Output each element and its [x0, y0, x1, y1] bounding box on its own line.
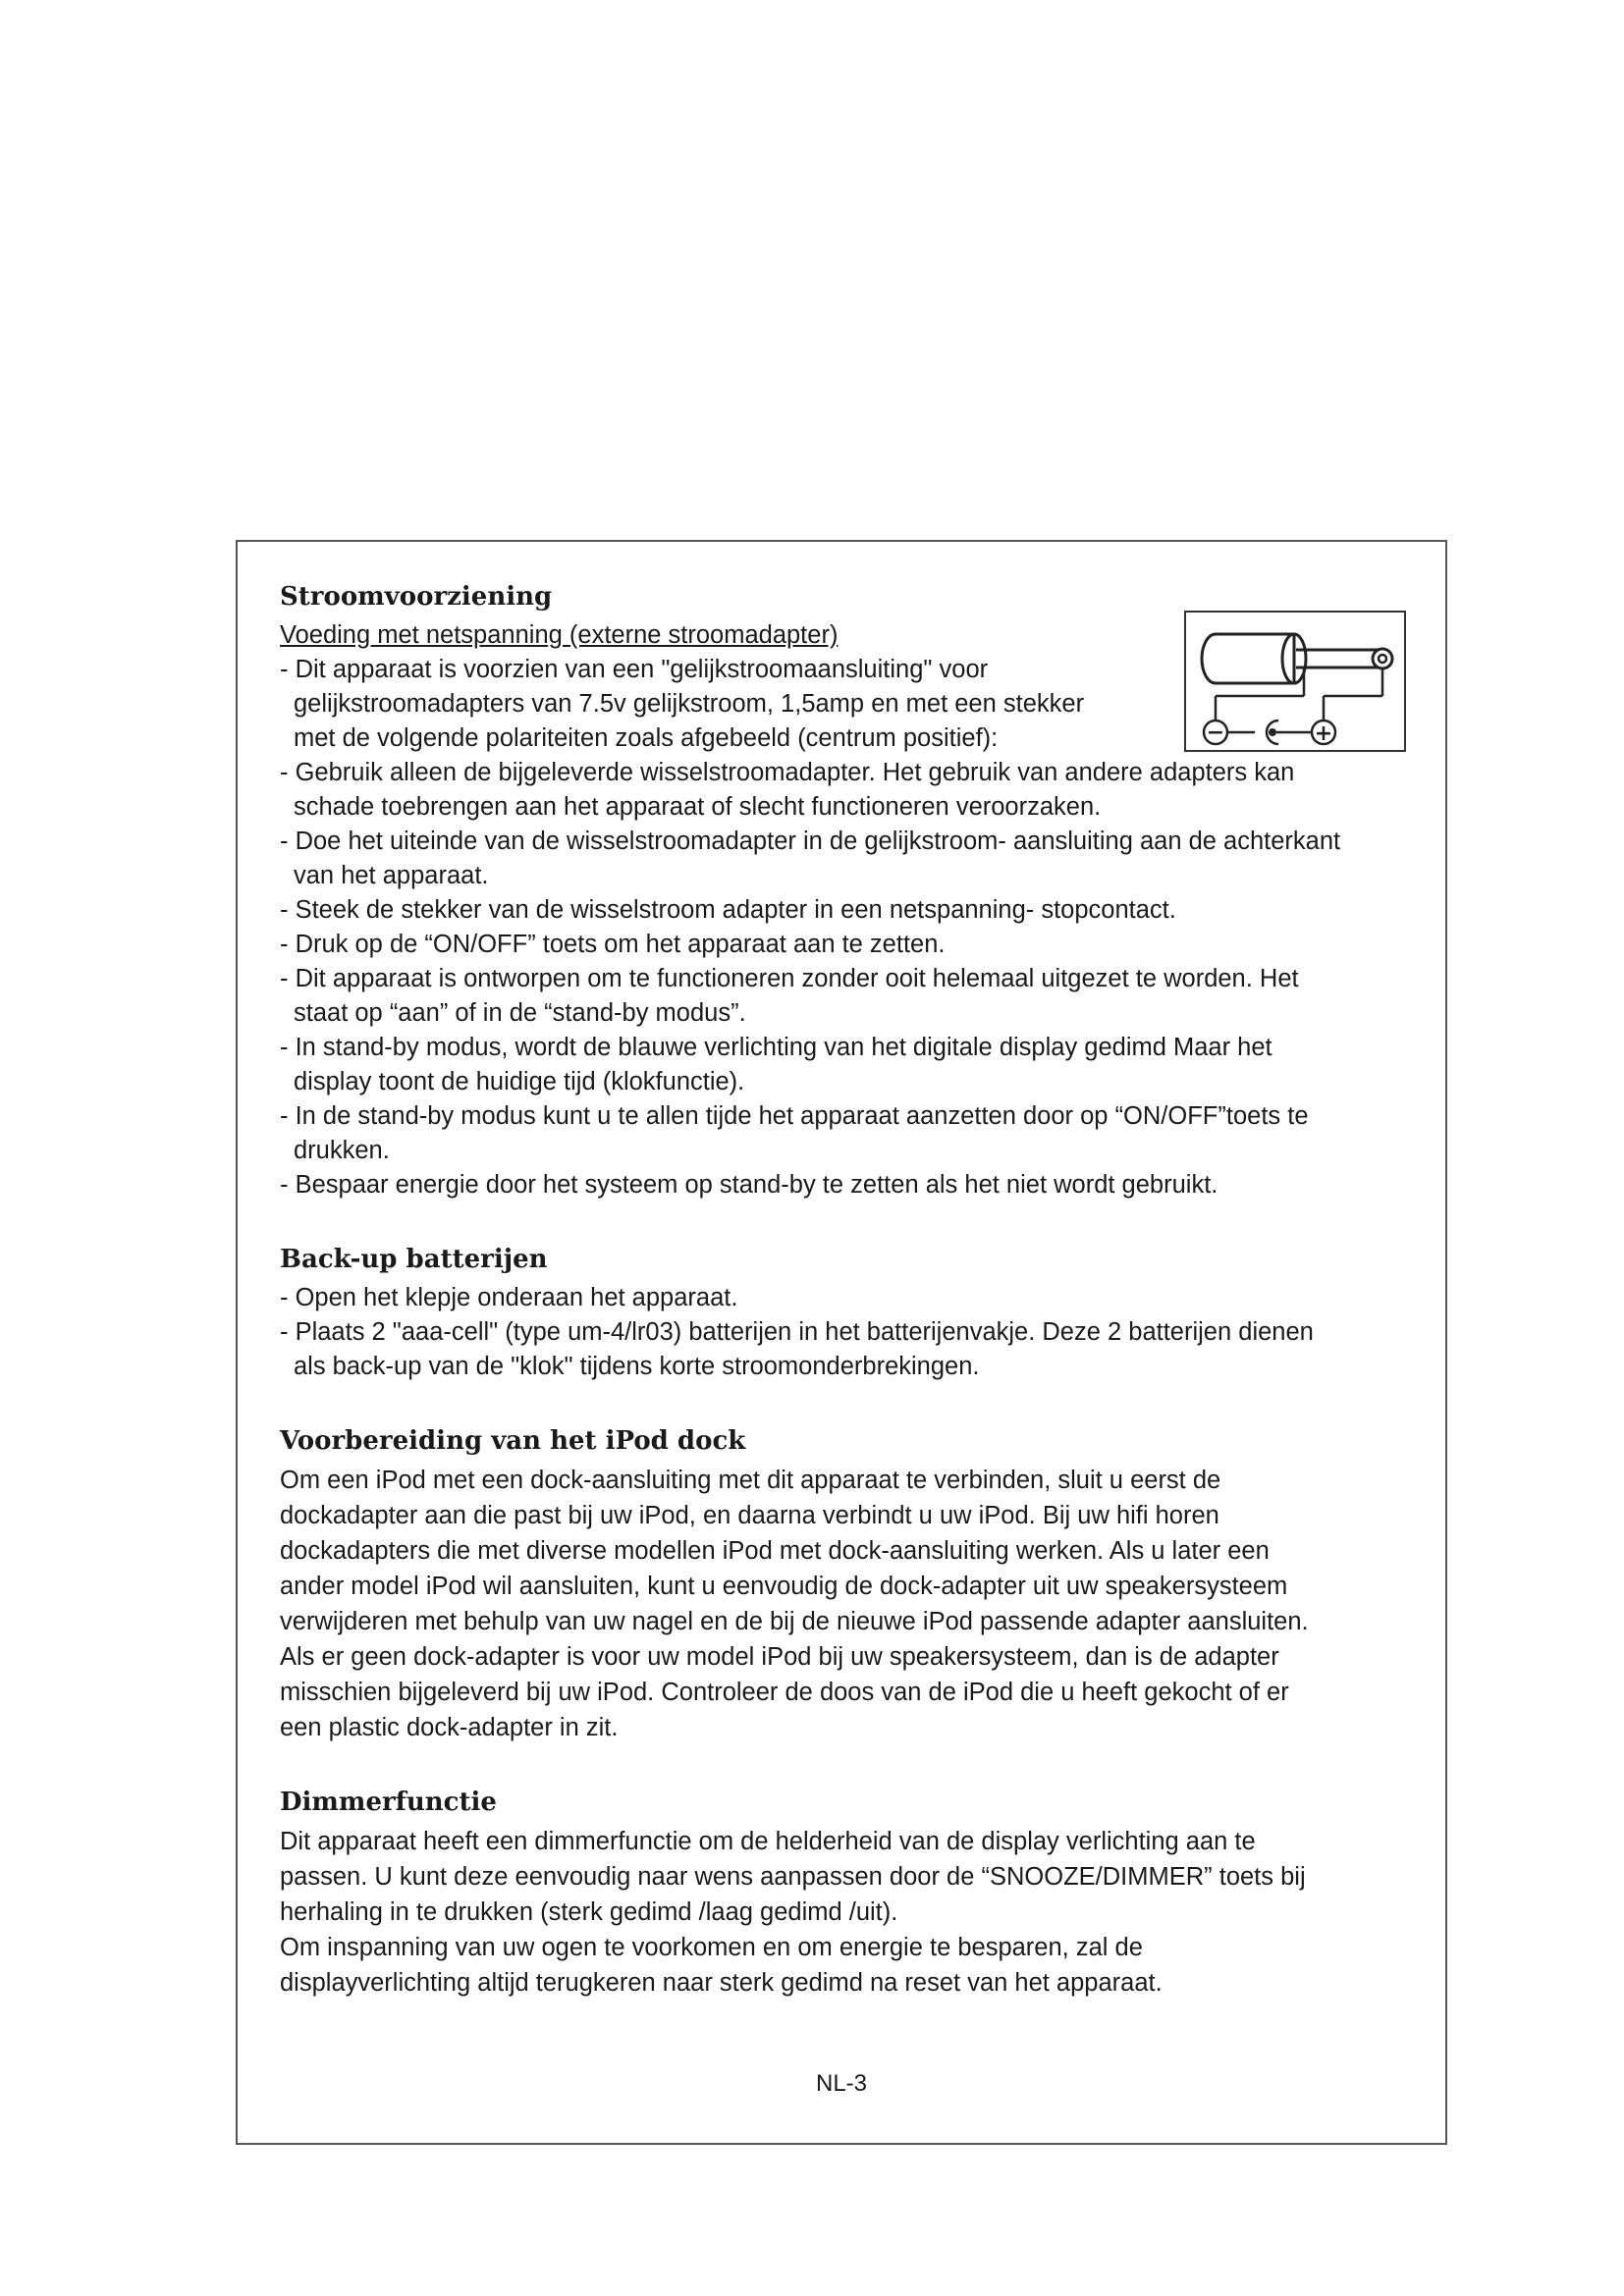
text-line: display toont de huidige tijd (klokfunctie). [294, 1068, 745, 1095]
page-number: NL-3 [815, 2070, 868, 2097]
text-line: misschien bijgeleverd bij uw iPod. Controleer de doos van de iPod die u heeft gekocht of er [280, 1679, 1289, 1706]
section-backup [280, 1242, 1409, 1384]
document-body [280, 579, 1409, 2001]
text-line: - Open het klepje onderaan het apparaat. [280, 1284, 738, 1311]
text-line: - In stand-by modus, wordt de blauwe verlichting van het digitale display gedimd Maar het [280, 1034, 1272, 1061]
text-line: Dit apparaat heeft een dimmerfunctie om de helderheid van de display verlichting aan te [280, 1828, 1256, 1855]
text-line: - Doe het uiteinde van de wisselstroomadapter in de gelijkstroom- aansluiting aan de achterkant [280, 828, 1341, 855]
section-dimmer [280, 1785, 1409, 2001]
text-line: herhaling in te drukken (sterk gedimd /laag gedimd /uit). [280, 1898, 898, 1926]
negative-symbol: − [1206, 721, 1225, 745]
text-line: displayverlichting altijd terugkeren naar sterk gedimd na reset van het apparaat. [280, 1969, 1163, 1997]
text-line: met de volgende polariteiten zoals afgebeeld (centrum positief): [294, 724, 999, 752]
section-power [280, 579, 1409, 1202]
positive-symbol: + [1314, 721, 1333, 746]
text-line: staat op “aan” of in de “stand-by modus”. [294, 999, 746, 1027]
text-line: schade toebrengen aan het apparaat of slecht functioneren veroorzaken. [294, 793, 1102, 821]
text-line: ander model iPod wil aansluiten, kunt u eenvoudig de dock-adapter uit uw speakersysteem [280, 1573, 1288, 1600]
text-line: Om een iPod met een dock-aansluiting met dit apparaat te verbinden, sluit u eerst de [280, 1467, 1221, 1494]
text-line: dockadapter aan die past bij uw iPod, en daarna verbindt u uw iPod. Bij uw hifi horen [280, 1502, 1219, 1529]
content-frame [236, 540, 1447, 2145]
text-line: - Gebruik alleen de bijgeleverde wisselstroomadapter. Het gebruik van andere adapters kan [280, 759, 1295, 786]
text-line: - Druk op de “ON/OFF” toets om het apparaat aan te zetten. [280, 931, 946, 958]
text-line: Om inspanning van uw ogen te voorkomen en om energie te besparen, zal de [280, 1934, 1143, 1961]
text-line: van het apparaat. [294, 862, 489, 889]
text-line: dockadapters die met diverse modellen iPod met dock-aansluiting werken. Als u later een [280, 1537, 1270, 1565]
section-heading: Stroomvoorziening [280, 582, 553, 612]
text-line: drukken. [294, 1137, 390, 1164]
text-line: - In de stand-by modus kunt u te allen tijde het apparaat aanzetten door op “ON/OFF”toets te [280, 1102, 1309, 1130]
text-line: - Steek de stekker van de wisselstroom adapter in een netspanning- stopcontact. [280, 896, 1176, 924]
text-line: verwijderen met behulp van uw nagel en de bij de nieuwe iPod passende adapter aansluiten. [280, 1608, 1309, 1635]
text-line: Als er geen dock-adapter is voor uw model iPod bij uw speakersysteem, dan is de adapter [280, 1643, 1279, 1671]
section-heading: Back-up batterijen [280, 1245, 548, 1274]
text-line: een plastic dock-adapter in zit. [280, 1714, 619, 1741]
text-line: - Plaats 2 "aaa-cell" (type um-4/lr03) batterijen in het batterijenvakje. Deze 2 batterijen dienen [280, 1318, 1314, 1346]
text-line: - Dit apparaat is ontworpen om te functioneren zonder ooit helemaal uitgezet te worden. Het [280, 965, 1299, 992]
text-line: passen. U kunt deze eenvoudig naar wens aanpassen door de “SNOOZE/DIMMER” toets bij [280, 1863, 1306, 1891]
text-line: als back-up van de "klok" tijdens korte stroomonderbrekingen. [294, 1353, 980, 1380]
text-line: - Dit apparaat is voorzien van een "gelijkstroomaansluiting" voor [280, 656, 989, 683]
text-line: - Bespaar energie door het systeem op stand-by te zetten als het niet wordt gebruikt. [280, 1171, 1218, 1199]
section-heading: Voorbereiding van het iPod dock [280, 1426, 746, 1456]
section-subheading: Voeding met netspanning (externe stroomadapter) [280, 621, 839, 649]
section-heading: Dimmerfunctie [280, 1788, 497, 1817]
text-line: gelijkstroomadapters van 7.5v gelijkstroom, 1,5amp en met een stekker [294, 690, 1085, 718]
section-dock [280, 1423, 1409, 1745]
